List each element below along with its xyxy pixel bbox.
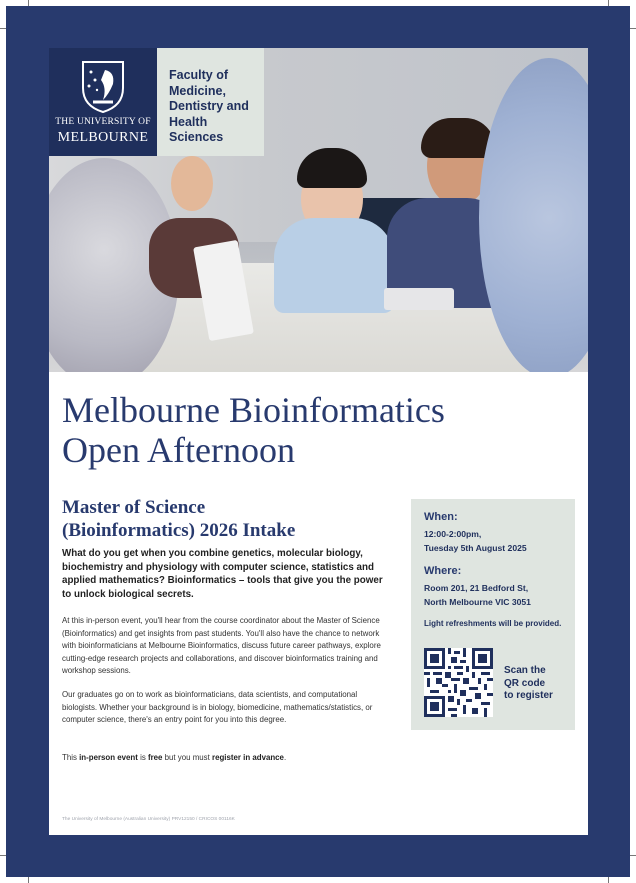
paragraph-event: At this in-person event, you'll hear from the course coordinator about the Master of Science (Bioinformatics) and get insights from past students. You'll also have the chance to network with bioinformaticians at Melbourne Bioinformatics, discuss future career pathways, explore cutting-edge research projects and collaborations, and discover bioinformatics training and workshop sessions. [62, 616, 381, 676]
page-title [62, 390, 562, 470]
footer-legal: The University of Melbourne (Australian University) PRV12150 / CRICOS 00116K [62, 817, 235, 822]
course-line1: Master of Science [62, 497, 206, 518]
when-time: 12:00-2:00pm, [424, 529, 482, 539]
reg-text: This [62, 753, 80, 762]
qr-code-icon [424, 648, 493, 717]
where-address1: Room 201, 21 Bedford St, [424, 583, 529, 593]
where-label: Where: [424, 565, 462, 577]
faculty-name: Faculty of Medicine, Dentistry and Health Sciences [169, 68, 249, 144]
university-name-line2: MELBOURNE [57, 130, 149, 145]
where-address2: North Melbourne VIC 3051 [424, 597, 531, 607]
university-name-line1: THE UNIVERSITY OF [55, 117, 151, 127]
reg-bold-event: in-person event [79, 753, 138, 762]
reg-text: but you must [162, 753, 213, 762]
course-line2: (Bioinformatics) 2026 Intake [62, 520, 296, 541]
scan-line3: to register [504, 690, 553, 701]
reg-text: is [137, 753, 148, 762]
scan-line2: QR code [504, 677, 546, 689]
qr-code[interactable] [424, 648, 493, 717]
scan-instructions [504, 665, 570, 703]
crest-icon [79, 58, 127, 114]
paragraph-registration [62, 752, 392, 765]
intro-text: What do you get when you combine genetics, molecular biology, biochemistry and physiology with computer science, statistics and applied mathematics? Bioinformatics – tools that give you the power to unlock biological secrets. [62, 548, 383, 600]
reg-bold-advance: register in advance [212, 753, 284, 762]
title-line1: Melbourne Bioinformatics [62, 390, 445, 430]
paragraph-graduates: Our graduates go on to work as bioinformaticians, data scientists, and computational biologists. Whether your background is in biology, biomedicine, mathematics/statistics, or computer science, there's an entry point for you into this degree. [62, 690, 373, 725]
when-label: When: [424, 511, 458, 523]
scan-line1: Scan the [504, 665, 546, 676]
refreshments-note: Light refreshments will be provided. [424, 619, 562, 628]
reg-text: . [283, 753, 287, 762]
faculty-label-box [157, 48, 264, 156]
title-line2: Open Afternoon [62, 430, 295, 470]
reg-bold-free: free [147, 753, 163, 762]
course-subtitle [62, 496, 392, 542]
university-logo [49, 48, 157, 156]
when-date: Tuesday 5th August 2025 [424, 543, 527, 553]
